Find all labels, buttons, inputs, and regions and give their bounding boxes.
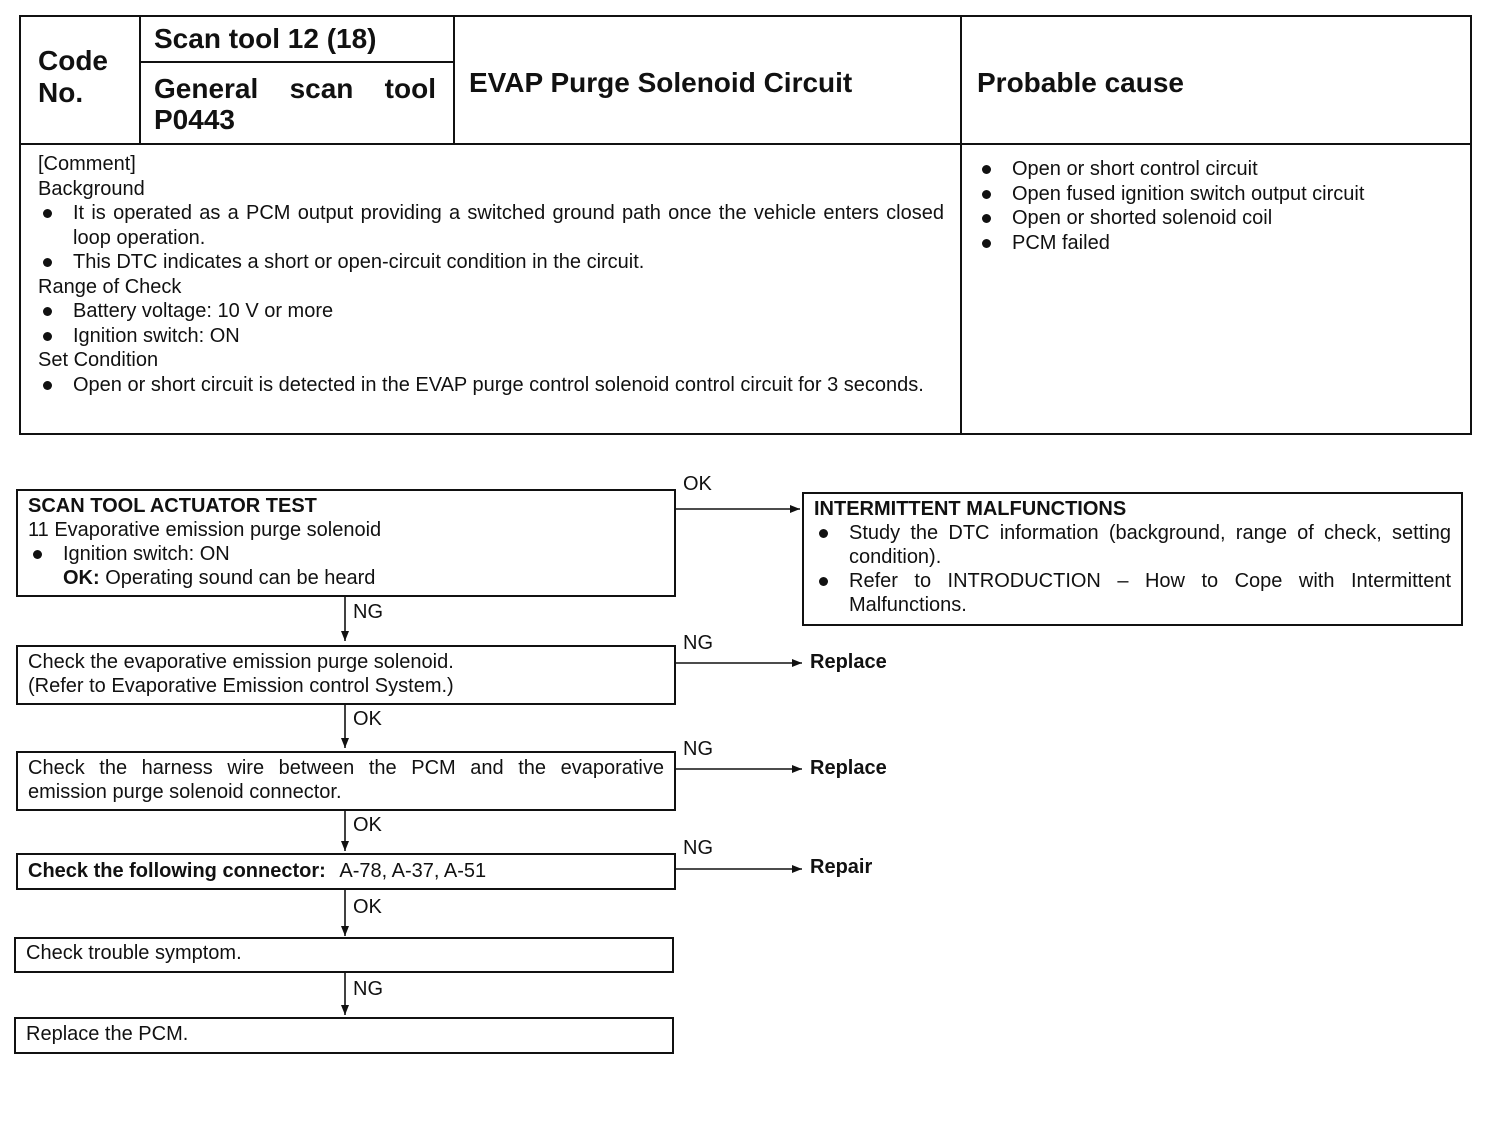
ng-label: NG: [683, 837, 713, 859]
ng-label: NG: [683, 632, 713, 654]
step1-line1: 11 Evaporative emission purge solenoid: [28, 519, 382, 541]
ng-label: NG: [353, 978, 383, 1000]
step1-ok-text: Operating sound can be heard: [105, 567, 376, 589]
ok-label: OK: [683, 473, 712, 495]
ng-label: NG: [683, 738, 713, 760]
general-scan-tool-word-2: scan: [289, 73, 354, 104]
probable-cause-item: Open or short control circuit: [977, 157, 1457, 182]
step1-ok-line: [28, 566, 664, 590]
scan-tool-label: Scan tool 12 (18): [154, 23, 377, 54]
check-purge-solenoid-box: [16, 645, 676, 705]
general-scan-tool-code: P0443: [154, 104, 235, 135]
replace-result: Replace: [810, 757, 887, 779]
intermittent-title: INTERMITTENT MALFUNCTIONS: [814, 498, 1127, 520]
ng-label: NG: [353, 601, 383, 623]
general-scan-tool-word-1: General: [154, 73, 259, 104]
step1-bullet: Ignition switch: ON: [28, 542, 664, 566]
range-label: Range of Check: [38, 275, 182, 298]
probable-cause-item: PCM failed: [977, 231, 1457, 256]
ok-label: OK: [353, 708, 382, 730]
check-connector-box: [16, 853, 676, 890]
repair-result: Repair: [810, 856, 873, 878]
code-label-line2: No.: [38, 77, 84, 108]
dtc-title: EVAP Purge Solenoid Circuit: [469, 67, 853, 98]
background-label: Background: [38, 177, 145, 200]
range-item: Battery voltage: 10 V or more: [38, 299, 944, 324]
check-harness-wire-box: Check the harness wire between the PCM and the evaporative emission purge solenoid connector.: [16, 751, 676, 811]
step1-ok-label: OK:: [63, 567, 100, 589]
set-condition-item: Open or short circuit is detected in the EVAP purge control solenoid control circuit for 3 seconds.: [38, 373, 944, 398]
probable-cause-title: Probable cause: [977, 67, 1184, 98]
code-label-line1: Code: [38, 45, 108, 76]
comment-heading: [Comment]: [38, 153, 136, 175]
replace-result: Replace: [810, 651, 887, 673]
probable-cause-item: Open fused ignition switch output circuit: [977, 182, 1457, 207]
intermittent-item: Refer to INTRODUCTION – How to Cope with Intermittent Malfunctions.: [814, 569, 1451, 617]
step1-title: SCAN TOOL ACTUATOR TEST: [28, 495, 317, 517]
step2-line2: (Refer to Evaporative Emission control System.): [28, 675, 454, 697]
background-item: It is operated as a PCM output providing a switched ground path once the vehicle enters closed loop operation.: [38, 201, 944, 250]
intermittent-item: Study the DTC information (background, range of check, setting condition).: [814, 521, 1451, 569]
ok-label: OK: [353, 814, 382, 836]
step4-bold: Check the following connector:: [28, 860, 326, 882]
check-trouble-symptom-box: Check trouble symptom.: [14, 937, 674, 973]
set-condition-label: Set Condition: [38, 349, 159, 371]
step2-line1: Check the evaporative emission purge solenoid.: [28, 651, 454, 673]
background-item: This DTC indicates a short or open-circuit condition in the circuit.: [38, 250, 944, 275]
intermittent-malfunctions-box: [802, 492, 1463, 626]
scan-tool-actuator-test-box: [16, 489, 676, 597]
probable-cause-item: Open or shorted solenoid coil: [977, 206, 1457, 231]
step4-connectors: A-78, A-37, A-51: [339, 860, 487, 882]
general-scan-tool-word-3: tool: [384, 73, 436, 104]
replace-pcm-box: Replace the PCM.: [14, 1017, 674, 1054]
range-item: Ignition switch: ON: [38, 324, 944, 349]
ok-label: OK: [353, 896, 382, 918]
